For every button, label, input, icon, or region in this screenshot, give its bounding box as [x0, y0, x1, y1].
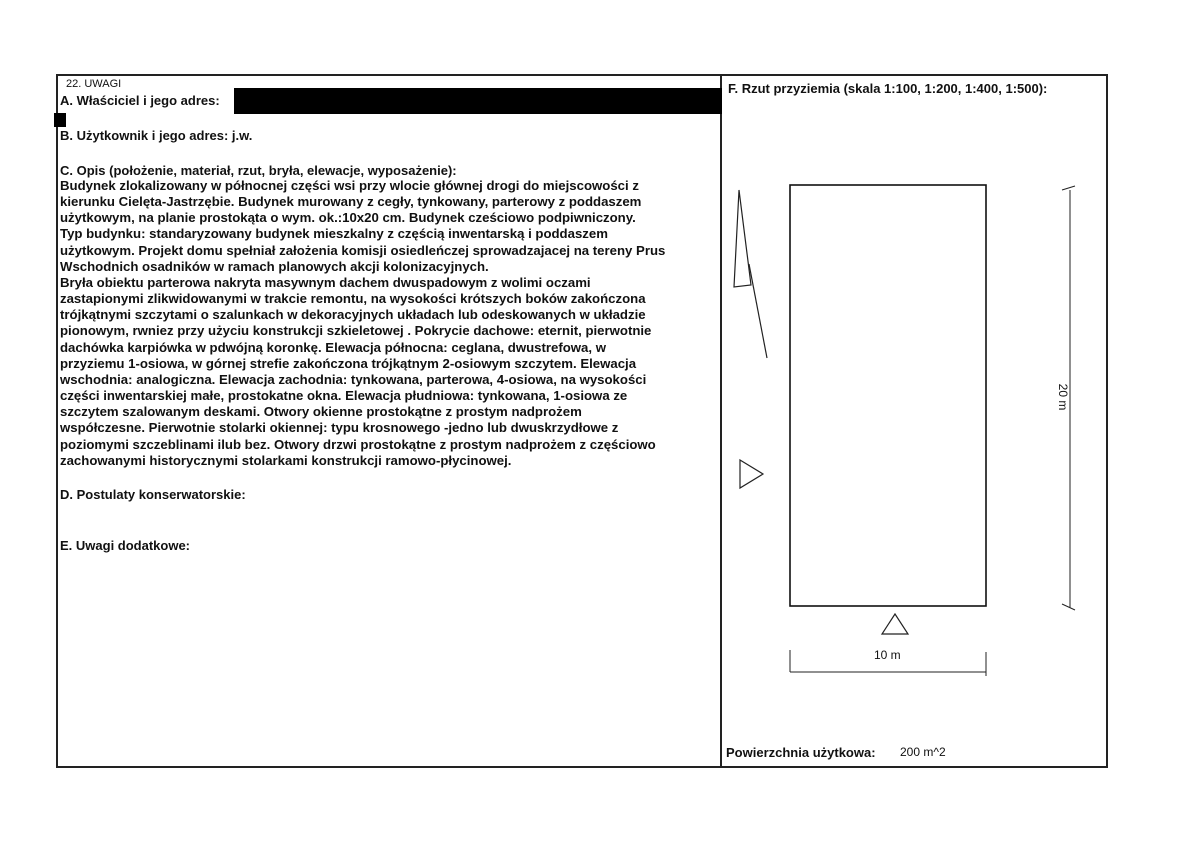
user-label: B. Użytkownik i jego adres: j.w. — [60, 128, 253, 143]
usable-area-label: Powierzchnia użytkowa: — [726, 745, 876, 760]
remarks-label: E. Uwagi dodatkowe: — [60, 538, 191, 553]
entrance-triangle-icon — [882, 614, 908, 634]
description-line: trójkątnymi szczytami o szalunkach w dekoracyjnych układach lub odeskowanych w układzie — [60, 307, 646, 323]
description-line: użytkowym. Projekt domu spełniał założenia komisji osiedleńczej sprowadzajacej na tereny Prus — [60, 242, 666, 258]
description-line: zachowanymi historycznymi stolarkami konstrukcji ramowo-płycinowej. — [60, 452, 512, 468]
description-line: Typ budynku: standaryzowany budynek mieszkalny z częścią inwentarską i poddaszem — [60, 226, 608, 242]
usable-area-value: 200 m^2 — [900, 745, 946, 759]
description-line: dachówka karpiówka w pdwójną koronkę. Elewacja północna: ceglana, dwustrefowa, w — [60, 339, 606, 355]
section-number: 22. UWAGI — [66, 78, 122, 90]
postulates-label: D. Postulaty konserwatorskie: — [60, 487, 246, 502]
owner-redaction — [234, 88, 722, 114]
floor-plan-drawing — [722, 160, 1092, 690]
description-line: współczesne. Pierwotnie stolarki okiennej: typu krosnowego -jedno lub dwuskrzydłowe z — [60, 420, 619, 436]
description-line: Wschodnich osadników w ramach planowych akcji kolonizacyjnych. — [60, 258, 489, 274]
description-line: Budynek zlokalizowany w północnej części wsi przy wlocie głównej drogi do miejscowości z — [60, 178, 639, 193]
description-line: użytkowym, na planie prostokąta o wym. ok.:10x20 cm. Budynek cześciowo podpiwniczony. — [60, 210, 636, 226]
description-line: zastapionymi zlikwidowanymi w trakcie remontu, na wysokości krótszych boków zakończona — [60, 291, 646, 307]
description-line: poziomymi szczeblinami ilub bez. Otwory drzwi prostokątne z prostym nadprożem z częściowo — [60, 436, 656, 452]
description-text — [60, 178, 720, 469]
description-line: części inwentarskiej małe, prostokatne okna. Elewacja płudniowa: tynkowana, 1-osiowa ze — [60, 388, 628, 404]
north-arrow-icon — [734, 190, 767, 358]
owner-redaction-2 — [54, 113, 66, 127]
description-line: kierunku Cielęta-Jastrzębie. Budynek murowany z cegły, tynkowany, parterowy z poddaszem — [60, 194, 642, 210]
building-outline — [790, 185, 986, 606]
length-label: 20 m — [1056, 383, 1070, 411]
description-line: szczytem szalowanym deskami. Otwory okienne prostokątne z prostym nadprożem — [60, 404, 582, 420]
description-line: wschodnia: analogiczna. Elewacja zachodnia: tynkowana, parterowa, 4-osiowa, na wysokości — [60, 371, 647, 387]
width-label: 10 m — [874, 648, 901, 662]
description-heading: C. Opis (położenie, materiał, rzut, bryła, elewacje, wyposażenie): — [60, 163, 457, 178]
description-line: pionowym, rwniez przy użyciu konstrukcji szkieletowej . Pokrycie dachowe: eternit, pierwotnie — [60, 323, 652, 339]
floor-plan-heading: F. Rzut przyziemia (skala 1:100, 1:200, 1:400, 1:500): — [728, 81, 1048, 96]
description-line: przyziemu 1-osiowa, w górnej strefie zakończona trójkątnym 2-osiowym szczytem. Elewacja — [60, 355, 637, 371]
description-line: Bryła obiektu parterowa nakryta masywnym dachem dwuspadowym z wolimi oczami — [60, 274, 591, 290]
owner-label: A. Właściciel i jego adres: — [60, 93, 220, 108]
entrance-triangle-icon — [740, 460, 763, 488]
